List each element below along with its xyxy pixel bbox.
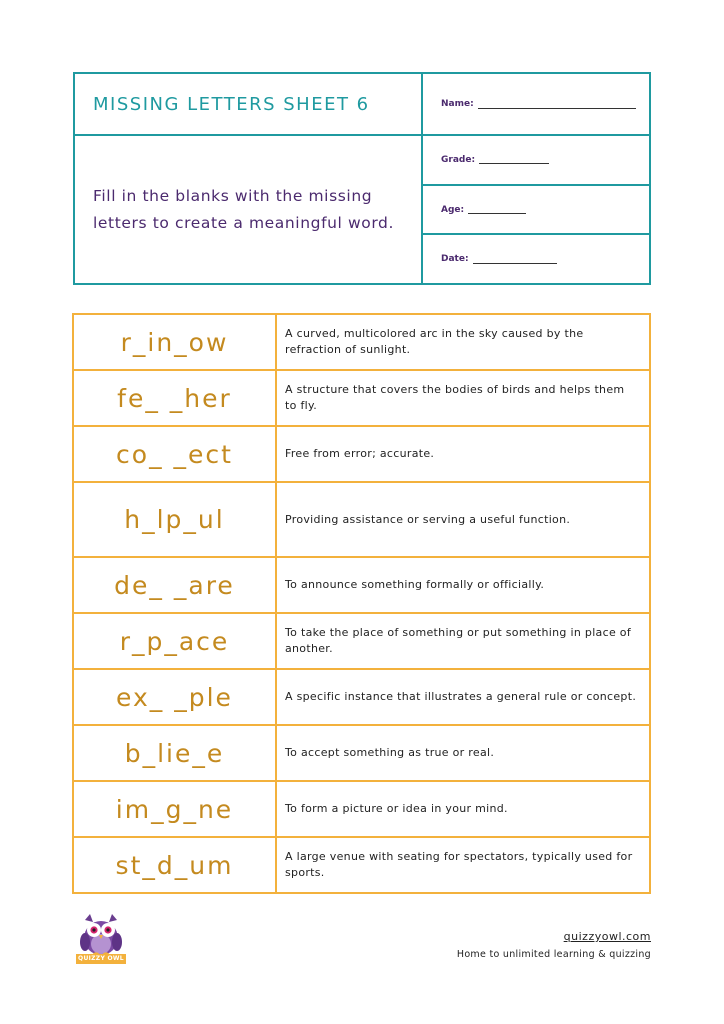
grade-field[interactable] (423, 136, 649, 186)
word-definition: To take the place of something or put something in place of another. (276, 613, 650, 669)
page-title: MISSING LETTERS SHEET 6 (93, 93, 370, 115)
table-row (73, 613, 650, 669)
word-definition: To form a picture or idea in your mind. (276, 781, 650, 837)
name-field[interactable] (423, 74, 649, 136)
table-row (73, 781, 650, 837)
missing-word[interactable]: fe_ _her (73, 370, 276, 426)
word-definition: A structure that covers the bodies of birds and helps them to fly. (276, 370, 650, 426)
missing-word[interactable]: im_g_ne (73, 781, 276, 837)
missing-word[interactable]: b_lie_e (73, 725, 276, 781)
table-row (73, 725, 650, 781)
word-table (72, 313, 651, 894)
meta-fields (423, 136, 649, 283)
grade-line[interactable] (479, 155, 549, 164)
word-definition: To announce something formally or officially. (276, 557, 650, 613)
word-definition: A curved, multicolored arc in the sky caused by the refraction of sunlight. (276, 314, 650, 370)
age-line[interactable] (468, 205, 526, 214)
worksheet-header (73, 72, 651, 285)
age-label: Age: (441, 204, 465, 215)
date-label: Date: (441, 254, 469, 265)
table-row (73, 669, 650, 725)
owl-icon (76, 912, 126, 956)
word-definition: A large venue with seating for spectators, typically used for sports. (276, 837, 650, 893)
title-cell (75, 74, 423, 136)
missing-word[interactable]: ex_ _ple (73, 669, 276, 725)
missing-word[interactable]: r_p_ace (73, 613, 276, 669)
tagline: Home to unlimited learning & quizzing (456, 949, 651, 960)
table-row (73, 557, 650, 613)
word-definition: A specific instance that illustrates a general rule or concept. (276, 669, 650, 725)
name-line[interactable] (478, 100, 636, 109)
word-definition: Providing assistance or serving a useful function. (276, 482, 650, 557)
instructions-text: Fill in the blanks with the missing letters to create a meaningful word. (93, 186, 395, 232)
grade-label: Grade: (441, 154, 476, 165)
word-definition: Free from error; accurate. (276, 426, 650, 482)
date-line[interactable] (473, 255, 557, 264)
table-row (73, 426, 650, 482)
missing-word[interactable]: co_ _ect (73, 426, 276, 482)
table-row (73, 482, 650, 557)
word-definition: To accept something as true or real. (276, 725, 650, 781)
missing-word[interactable]: st_d_um (73, 837, 276, 893)
missing-word[interactable]: h_lp_ul (73, 482, 276, 557)
name-label: Name: (441, 99, 474, 109)
table-row (73, 370, 650, 426)
site-link[interactable]: quizzyowl.com (563, 930, 651, 943)
quizzy-owl-logo[interactable] (76, 912, 126, 964)
logo-text: QUIZZY OWL (76, 954, 126, 964)
date-field[interactable] (423, 235, 649, 283)
instructions-cell (75, 136, 423, 283)
table-row (73, 314, 650, 370)
age-field[interactable] (423, 186, 649, 236)
missing-word[interactable]: r_in_ow (73, 314, 276, 370)
missing-word[interactable]: de_ _are (73, 557, 276, 613)
table-row (73, 837, 650, 893)
